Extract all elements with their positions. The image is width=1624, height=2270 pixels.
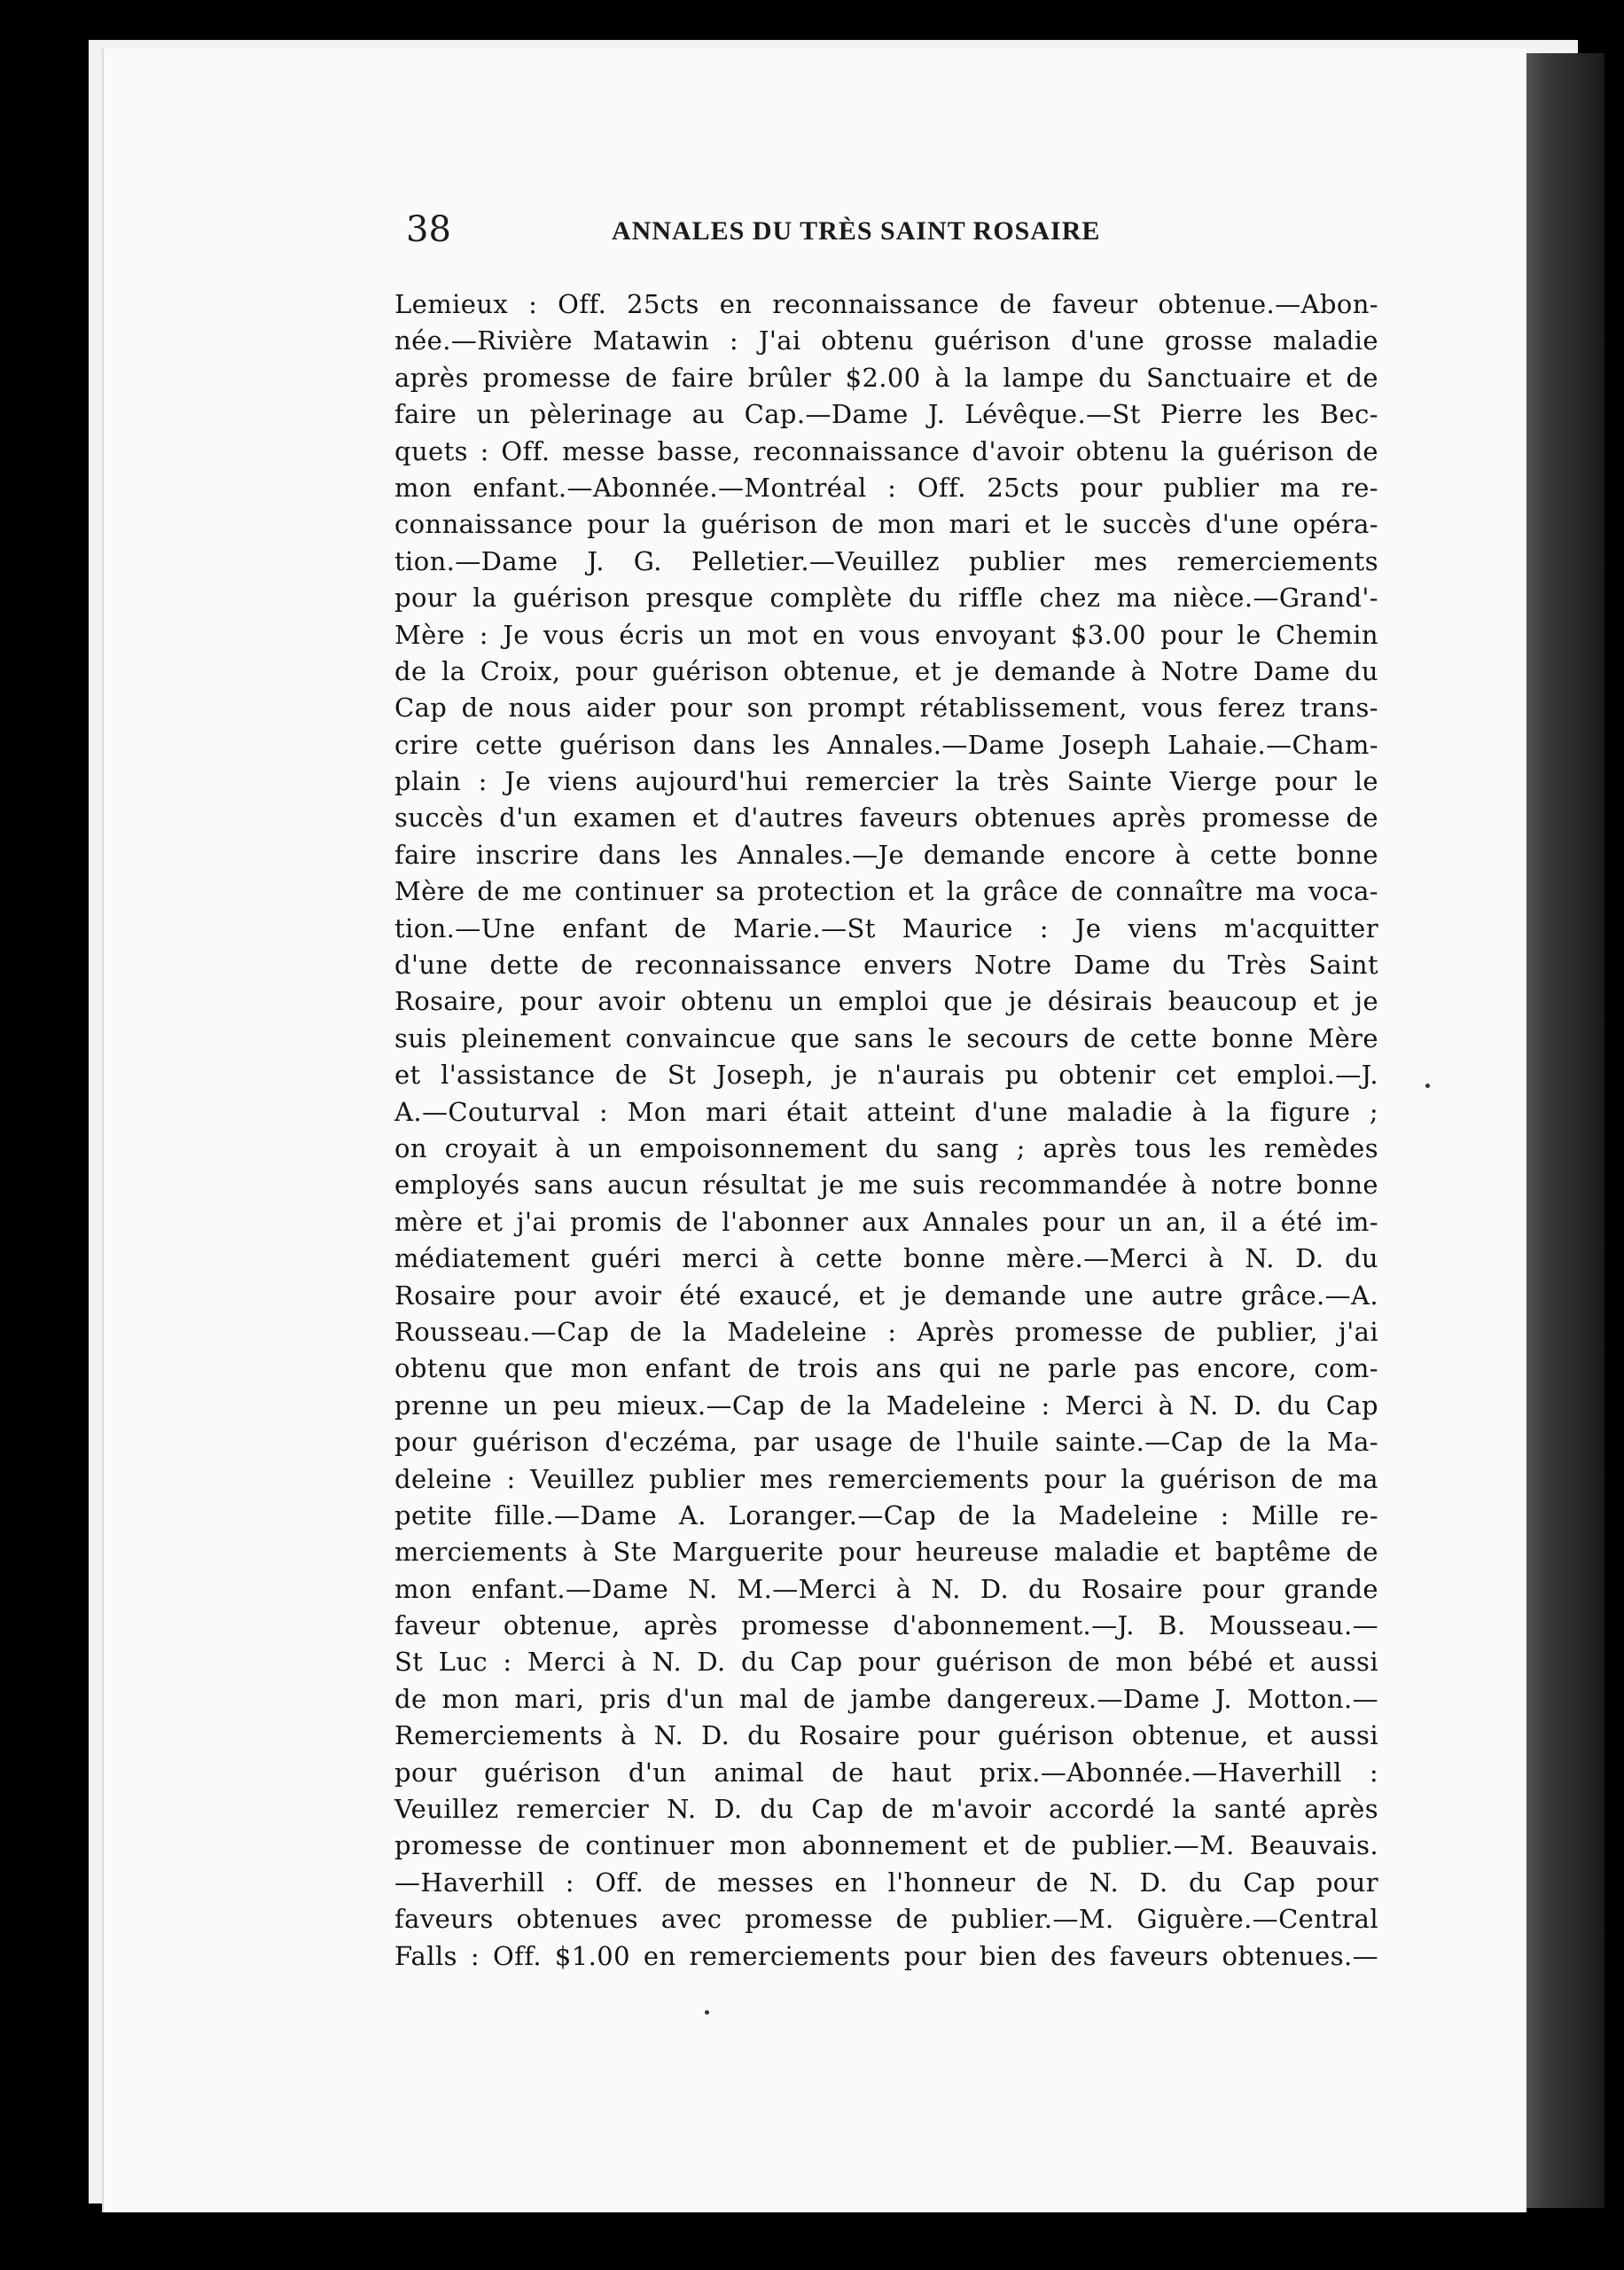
text-line: obtenu que mon enfant de trois ans qui ne parle pas encore, com- [394,1353,1378,1384]
text-line: succès d'un examen et d'autres faveurs obtenues après promesse de [394,802,1378,834]
running-head [406,209,1213,259]
text-line: suis pleinement convaincue que sans le secours de cette bonne Mère [394,1022,1378,1053]
text-line: pour guérison d'eczéma, par usage de l'huile sainte.—Cap de la Ma- [394,1427,1378,1458]
text-line: —Haverhill : Off. de messes en l'honneur de N. D. du Cap pour [394,1867,1378,1898]
text-line: petite fille.—Dame A. Loranger.—Cap de la Madeleine : Mille re- [394,1499,1378,1530]
text-line: pour guérison d'un animal de haut prix.—Abonnée.—Haverhill : [394,1757,1378,1788]
text-line: A.—Couturval : Mon mari était atteint d'une maladie à la figure ; [394,1096,1378,1127]
text-line: Lemieux : Off. 25cts en reconnaissance de faveur obtenue.—Abon- [394,289,1378,319]
text-line: prenne un peu mieux.—Cap de la Madeleine : Merci à N. D. du Cap [394,1389,1378,1421]
text-line: pour la guérison presque complète du riffle chez ma nièce.—Grand'- [394,583,1378,614]
text-line: née.—Rivière Matawin : J'ai obtenu guérison d'une grosse maladie [394,325,1378,356]
text-line: Cap de nous aider pour son prompt rétablissement, vous ferez trans- [394,693,1378,724]
text-line: deleine : Veuillez publier mes remerciements pour la guérison de ma [394,1463,1378,1494]
text-line: d'une dette de reconnaissance envers Notre Dame du Très Saint [394,950,1378,981]
text-line: on croyait à un empoisonnement du sang ; après tous les remèdes [394,1132,1378,1163]
text-line: Mère : Je vous écris un mot en vous envoyant $3.00 pour le Chemin [394,619,1378,650]
text-line: faveurs obtenues avec promesse de publier.—M. Giguère.—Central [394,1904,1378,1935]
text-line: mon enfant.—Abonnée.—Montréal : Off. 25cts pour publier ma re- [394,472,1378,503]
body-text [394,286,1378,1975]
text-line: promesse de continuer mon abonnement et de publier.—M. Beauvais. [394,1830,1378,1861]
text-line: Rosaire, pour avoir obtenu un emploi que je désirais beaucoup et je [394,986,1378,1017]
text-line: St Luc : Merci à N. D. du Cap pour guérison de mon bébé et aussi [394,1647,1378,1678]
text-line: Falls : Off. $1.00 en remerciements pour bien des faveurs obtenues.— [394,1940,1378,1971]
text-line: tion.—Une enfant de Marie.—St Maurice : Je viens m'acquitter [394,912,1378,943]
page-number: 38 [406,209,451,250]
text-line: quets : Off. messe basse, reconnaissance d'avoir obtenu la guérison de [394,435,1378,466]
text-line: de la Croix, pour guérison obtenue, et je demande à Notre Dame du [394,655,1378,686]
text-line: employés sans aucun résultat je me suis recommandée à notre bonne [394,1170,1378,1201]
text-line: faire un pèlerinage au Cap.—Dame J. Lévêque.—St Pierre les Bec- [394,399,1378,430]
text-line: crire cette guérison dans les Annales.—Dame Joseph Lahaie.—Cham- [394,729,1378,760]
text-line: après promesse de faire brûler $2.00 à la lampe du Sanctuaire et de [394,362,1378,393]
text-line: faveur obtenue, après promesse d'abonnement.—J. B. Mousseau.— [394,1610,1378,1641]
text-line: mon enfant.—Dame N. M.—Merci à N. D. du Rosaire pour grande [394,1573,1378,1604]
text-line: Veuillez remercier N. D. du Cap de m'avoir accordé la santé après [394,1794,1378,1825]
text-line: Rosaire pour avoir été exaucé, et je demande une autre grâce.—A. [394,1280,1378,1311]
text-line: plain : Je viens aujourd'hui remercier la très Sainte Vierge pour le [394,766,1378,797]
text-line: tion.—Dame J. G. Pelletier.—Veuillez publier mes remerciements [394,545,1378,576]
text-line: Rousseau.—Cap de la Madeleine : Après promesse de publier, j'ai [394,1316,1378,1347]
print-speck [1425,1084,1430,1088]
running-title: ANNALES DU TRÈS SAINT ROSAIRE [612,216,1101,246]
text-line: médiatement guéri merci à cette bonne mère.—Merci à N. D. du [394,1243,1378,1274]
text-line: Mère de me continuer sa protection et la grâce de connaître ma voca- [394,876,1378,907]
text-line: merciements à Ste Marguerite pour heureuse maladie et baptême de [394,1537,1378,1568]
text-line: mère et j'ai promis de l'abonner aux Annales pour un an, il a été im- [394,1206,1378,1237]
text-line: de mon mari, pris d'un mal de jambe dangereux.—Dame J. Motton.— [394,1683,1378,1714]
text-line: connaissance pour la guérison de mon mari et le succès d'une opéra- [394,509,1378,540]
print-speck [705,2010,709,2015]
text-line: faire inscrire dans les Annales.—Je demande encore à cette bonne [394,839,1378,870]
text-line: et l'assistance de St Joseph, je n'aurais pu obtenir cet emploi.—J. [394,1060,1378,1091]
text-line: Remerciements à N. D. du Rosaire pour guérison obtenue, et aussi [394,1720,1378,1751]
